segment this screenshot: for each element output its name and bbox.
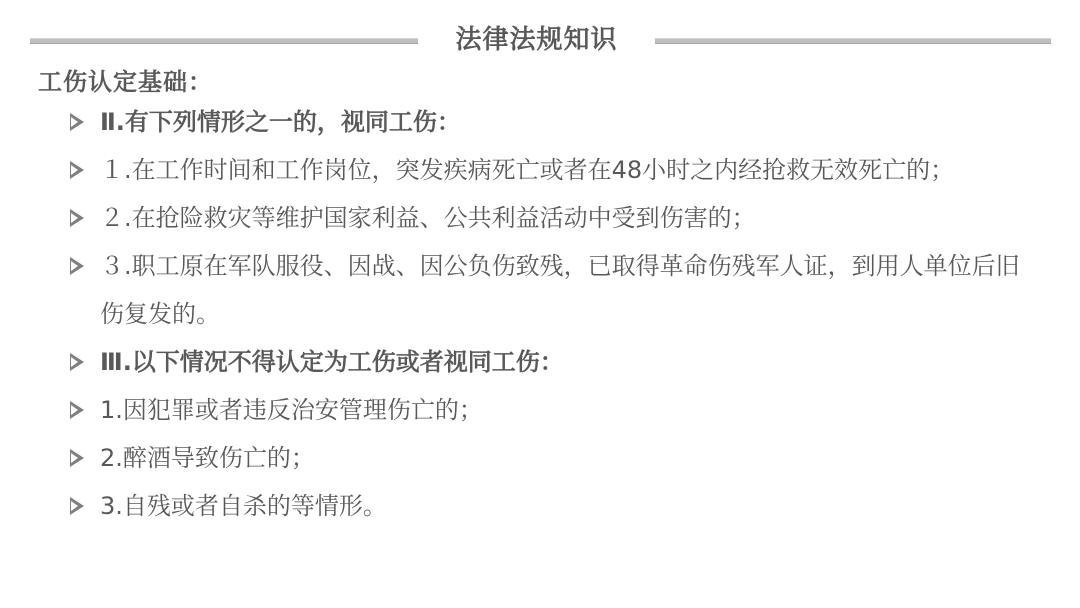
list-item-text: 1.因犯罪或者违反治安管理伤亡的； xyxy=(100,396,483,424)
list-item xyxy=(0,194,1080,242)
list-item-text: １.在工作时间和工作岗位，突发疾病死亡或者在48小时之内经抢救无效死亡的； xyxy=(100,156,955,184)
arrow-bullet-icon xyxy=(70,209,84,227)
arrow-bullet-icon xyxy=(70,257,84,275)
arrow-bullet-icon xyxy=(70,161,84,179)
section-heading: 工伤认定基础： xyxy=(38,68,213,96)
header-divider-left xyxy=(30,38,418,44)
list-item-text: ３.职工原在军队服役、因战、因公负伤致残，已取得革命伤残军人证，到用人单位后旧伤复发的。 xyxy=(100,252,1020,328)
list-item xyxy=(0,242,1080,338)
header-divider-right xyxy=(655,38,1051,44)
list-item xyxy=(0,482,1080,530)
arrow-bullet-icon xyxy=(70,113,84,131)
list-item xyxy=(0,146,1080,194)
arrow-bullet-icon xyxy=(70,497,84,515)
list-item-text: ２.在抢险救灾等维护国家利益、公共利益活动中受到伤害的； xyxy=(100,204,756,232)
list-item xyxy=(0,386,1080,434)
page-title: 法律法规知识 xyxy=(455,25,618,55)
list-item xyxy=(0,338,1080,386)
list-item-text: Ⅱ.有下列情形之一的，视同工伤： xyxy=(100,108,461,136)
page-header xyxy=(0,18,1080,62)
list-item-text: 2.醉酒导致伤亡的； xyxy=(100,444,315,472)
list-item xyxy=(0,98,1080,146)
bullet-list xyxy=(0,98,1080,530)
arrow-bullet-icon xyxy=(70,449,84,467)
arrow-bullet-icon xyxy=(70,401,84,419)
list-item-text: 3.自残或者自杀的等情形。 xyxy=(100,492,387,520)
arrow-bullet-icon xyxy=(70,353,84,371)
list-item-text: Ⅲ.以下情况不得认定为工伤或者视同工伤： xyxy=(100,348,564,376)
list-item xyxy=(0,434,1080,482)
